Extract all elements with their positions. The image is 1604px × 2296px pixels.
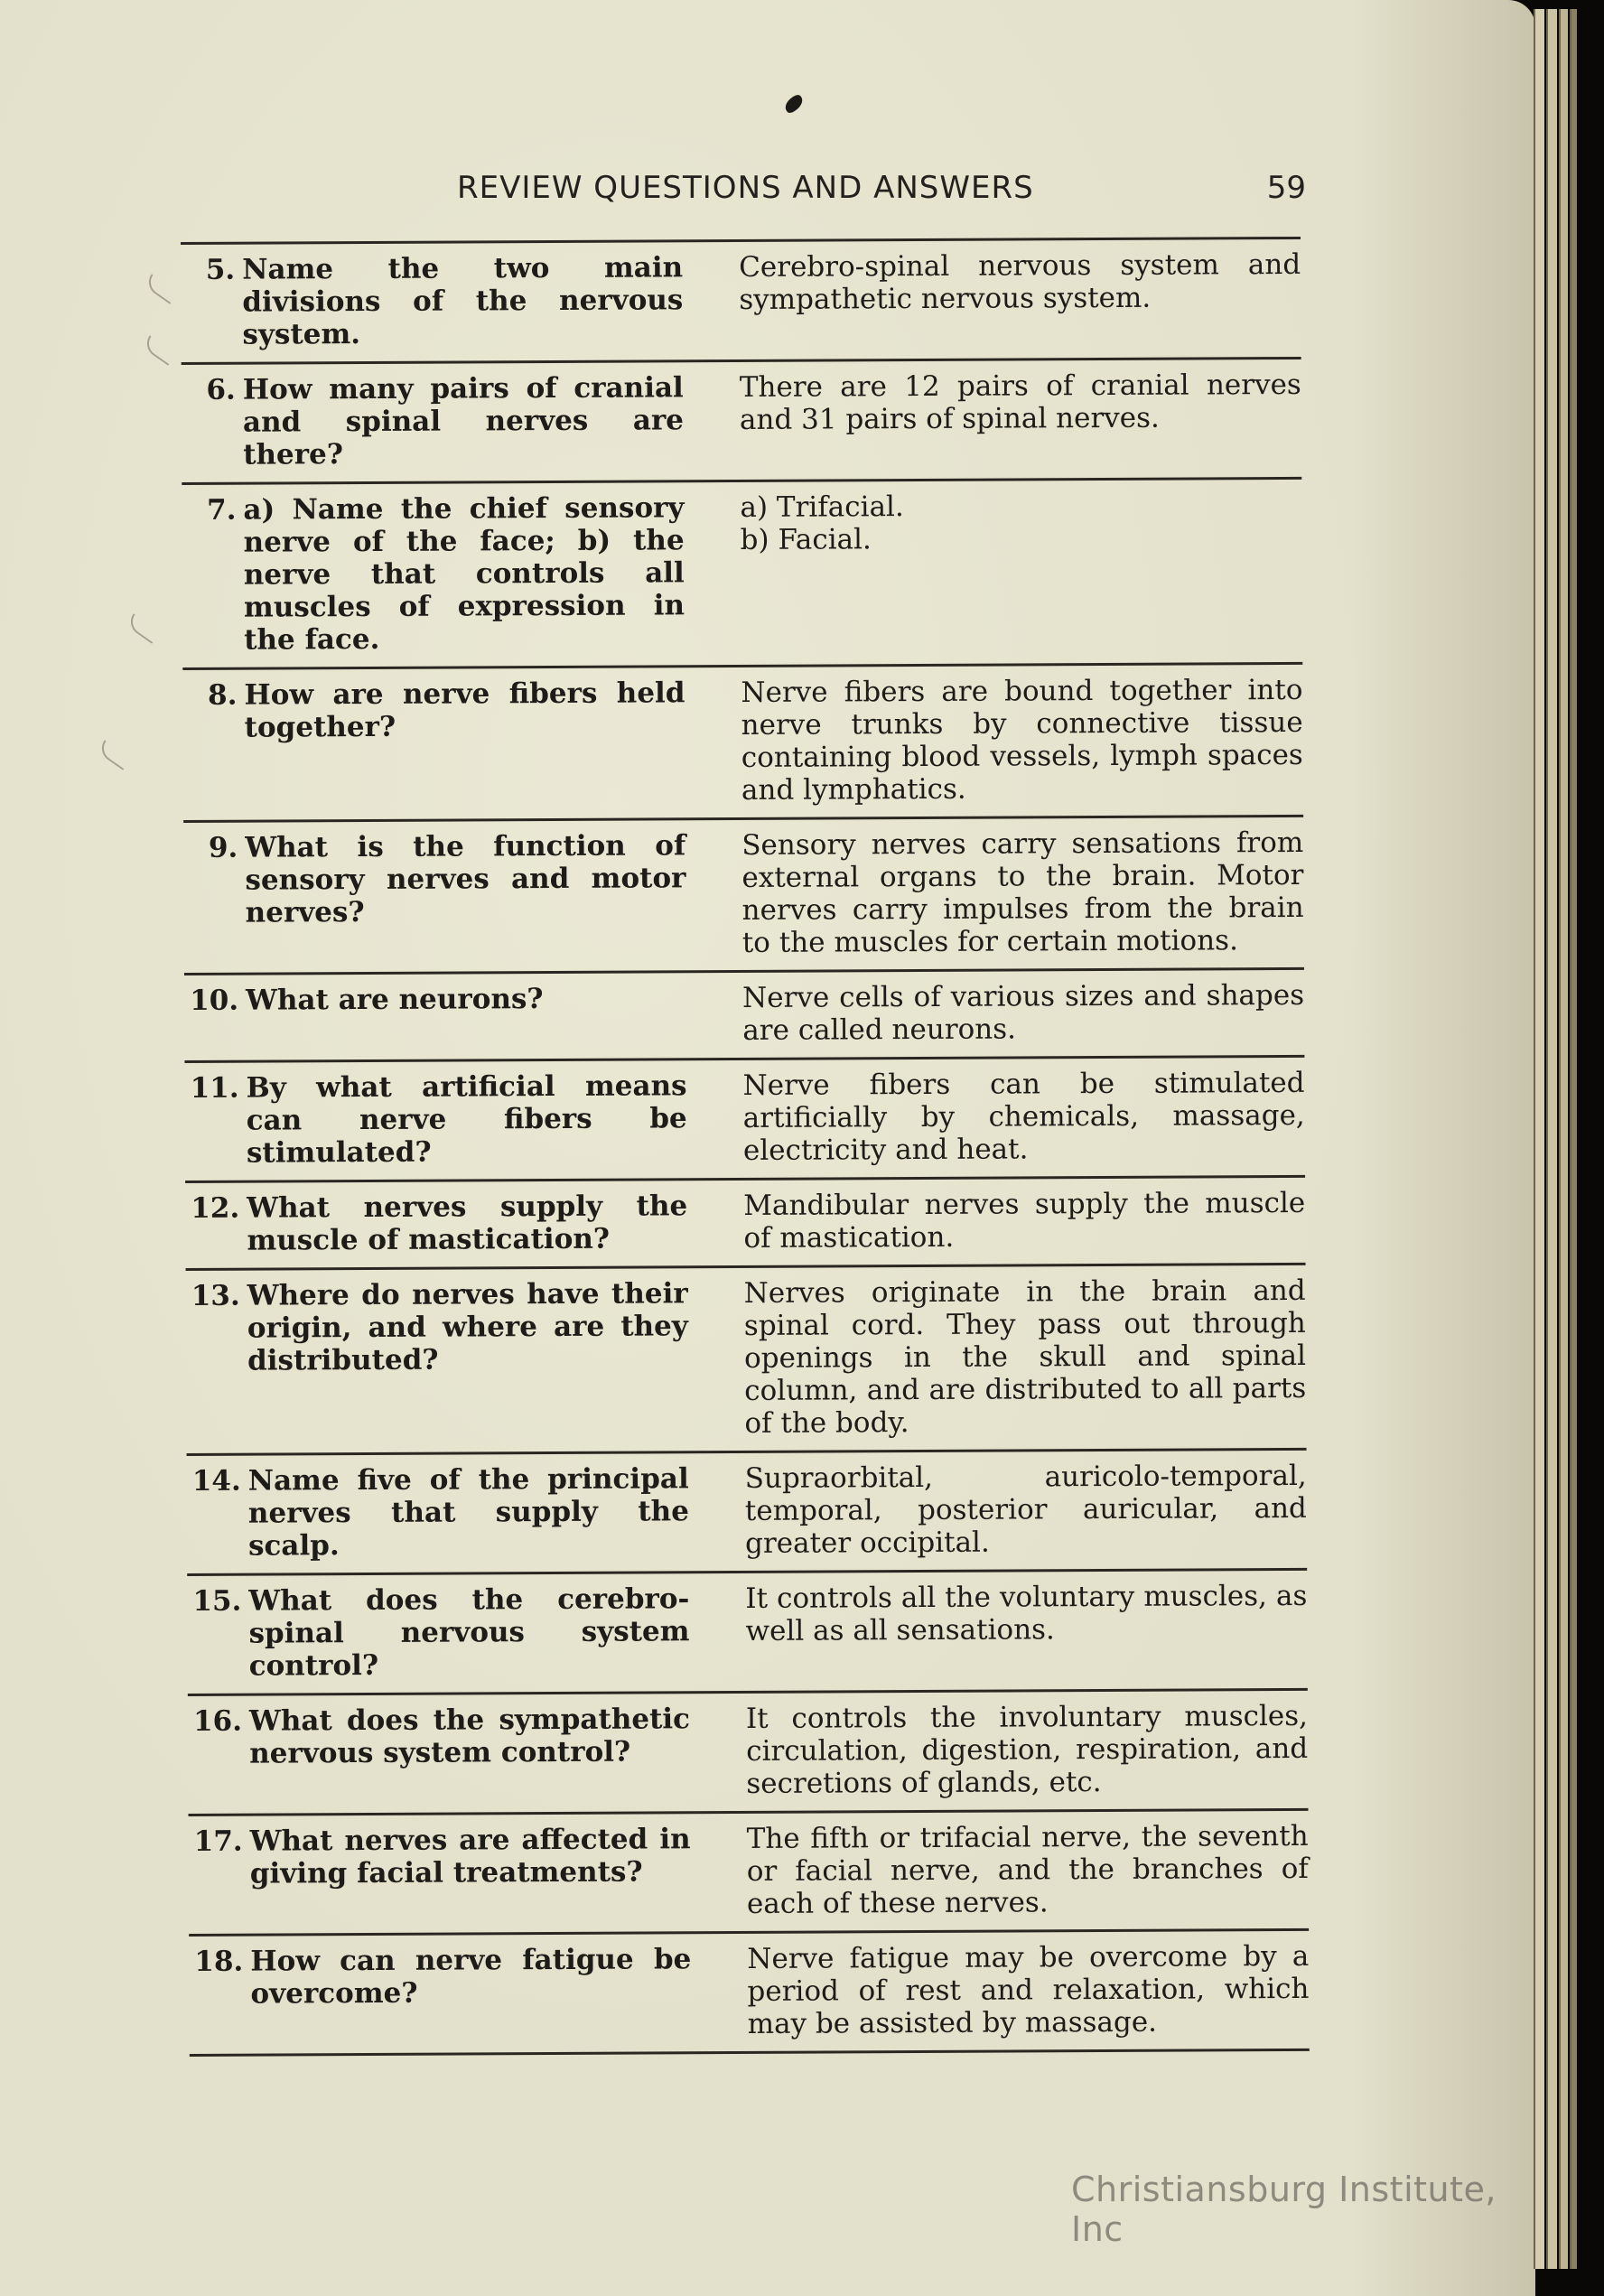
page-edge	[1570, 9, 1577, 2269]
qa-row	[182, 480, 1302, 670]
question	[184, 982, 699, 1050]
qa-row	[187, 1451, 1308, 1576]
qa-row	[189, 1931, 1310, 2057]
question-text: What nerves are affected in giving facial treatments?	[249, 1823, 691, 1890]
page-edge	[1534, 9, 1544, 2269]
page-edge	[1546, 9, 1557, 2269]
qa-row	[185, 1178, 1305, 1271]
question-text: How can nerve fatigue be overcome?	[250, 1943, 692, 2011]
page-edge	[1559, 9, 1568, 2269]
answer: It controls the involuntary muscles, circulation, digestion, respiration, and secretions of glands, etc.	[745, 1699, 1309, 1800]
question-number: 9.	[208, 831, 238, 864]
answer: Nerves originate in the brain and spinal cord. They pass out through openings in the skull and spinal column, and are distributed to all parts of the body.	[743, 1274, 1307, 1440]
question	[187, 1582, 703, 1683]
qa-row	[184, 1058, 1305, 1183]
answer: The fifth or trifacial nerve, the seventh or facial nerve, and the branches of each of these nerves.	[746, 1819, 1309, 1920]
pencil-check-mark	[97, 740, 132, 770]
question	[182, 371, 697, 471]
question-text: By what artificial means can nerve fibers be stimulated?	[246, 1069, 687, 1170]
qa-row	[187, 1571, 1308, 1696]
question-text: How are nerve fibers held together?	[244, 677, 685, 744]
answer: Cerebro-spinal nervous system and sympathetic nervous system.	[739, 247, 1301, 316]
pencil-check-mark	[142, 335, 177, 366]
question-number: 17.	[193, 1825, 243, 1858]
answer: It controls all the voluntary muscles, as well as all sensations.	[745, 1579, 1308, 1647]
qa-row	[182, 665, 1303, 823]
answer: Nerve fatigue may be overcome by a period of rest and relaxation, which may be assisted by massage.	[747, 1939, 1310, 2040]
question-number: 8.	[207, 678, 238, 712]
question-text: What is the function of sensory nerves and motor nerves?	[245, 829, 686, 929]
qa-row	[189, 1811, 1310, 1937]
answer: Supraorbital, auricolo-temporal, temporal, posterior auricular, and greater occipital.	[744, 1459, 1307, 1560]
question-number: 7.	[206, 493, 237, 527]
answer: Nerve fibers are bound together into nerve trunks by connective tissue containing blood vessels, lymph spaces and lymphatics.	[741, 673, 1303, 807]
question-number: 12.	[191, 1191, 240, 1225]
question	[181, 251, 696, 351]
qa-row	[183, 817, 1304, 975]
answer: Nerve fibers can be stimulated artificially by chemicals, massage, electricity and heat.	[742, 1066, 1305, 1167]
page-number: 59	[1266, 170, 1306, 206]
answer	[696, 489, 1302, 654]
question-number: 16.	[192, 1704, 243, 1738]
question-text: Name five of the principal nerves that supply the scalp.	[247, 1462, 689, 1563]
question-text: Where do nerves have their origin, and where are they distributed?	[247, 1277, 688, 1377]
question	[183, 829, 699, 962]
question-number: 10.	[190, 984, 239, 1017]
running-head	[457, 170, 1306, 215]
answer: Sensory nerves carry sensations from external organs to the brain. Motor nerves carry impulses from the brain to the muscles for certain motions.	[741, 826, 1304, 959]
question-text: a) Name the chief sensory nerve of the face; b) the nerve that controls all muscles of expression in the face.	[243, 491, 685, 657]
question-number: 11.	[190, 1071, 239, 1105]
qa-row	[186, 1265, 1307, 1456]
answer: Nerve cells of various sizes and shapes are called neurons.	[742, 978, 1305, 1047]
question-text: What are neurons?	[246, 983, 544, 1017]
question-text: How many pairs of cranial and spinal nerves are there?	[242, 371, 685, 471]
question-number: 13.	[191, 1279, 240, 1312]
question-text: What does the cerebro-spinal nervous system control?	[248, 1582, 690, 1683]
qa-row	[181, 239, 1301, 365]
question-text: Name the two main divisions of the nervous system.	[242, 251, 684, 351]
pencil-check-mark	[126, 613, 161, 644]
question	[186, 1277, 702, 1442]
question-number: 15.	[192, 1584, 242, 1618]
qa-row	[182, 359, 1302, 485]
question-text: What does the sympathetic nervous system control?	[248, 1703, 691, 1770]
ink-blot	[782, 93, 806, 115]
qa-table	[181, 237, 1310, 2057]
question-text: What nerves supply the muscle of mastication?	[247, 1190, 688, 1257]
question	[188, 1703, 704, 1803]
answer: There are 12 pairs of cranial nerves and 31 pairs of spinal nerves.	[739, 368, 1301, 436]
question	[189, 1823, 704, 1923]
question-number: 5.	[205, 253, 236, 286]
answer: Mandibular nerves supply the muscle of mastication.	[743, 1186, 1306, 1255]
question-number: 6.	[206, 373, 236, 406]
watermark: Christiansburg Institute, Inc	[1071, 2170, 1497, 2249]
qa-row	[184, 970, 1304, 1063]
question-number: 18.	[194, 1945, 244, 1978]
question-number: 14.	[191, 1464, 241, 1498]
question	[184, 1069, 700, 1170]
question	[182, 491, 697, 657]
qa-row	[188, 1691, 1309, 1816]
question	[185, 1190, 700, 1257]
page-title: REVIEW QUESTIONS AND ANSWERS	[457, 170, 1034, 206]
question	[189, 1943, 704, 2043]
pencil-check-mark	[144, 274, 179, 304]
answer-line: a) Trifacial.	[740, 490, 904, 524]
question	[182, 677, 698, 809]
question	[187, 1462, 703, 1563]
answer-line: b) Facial.	[740, 523, 872, 556]
